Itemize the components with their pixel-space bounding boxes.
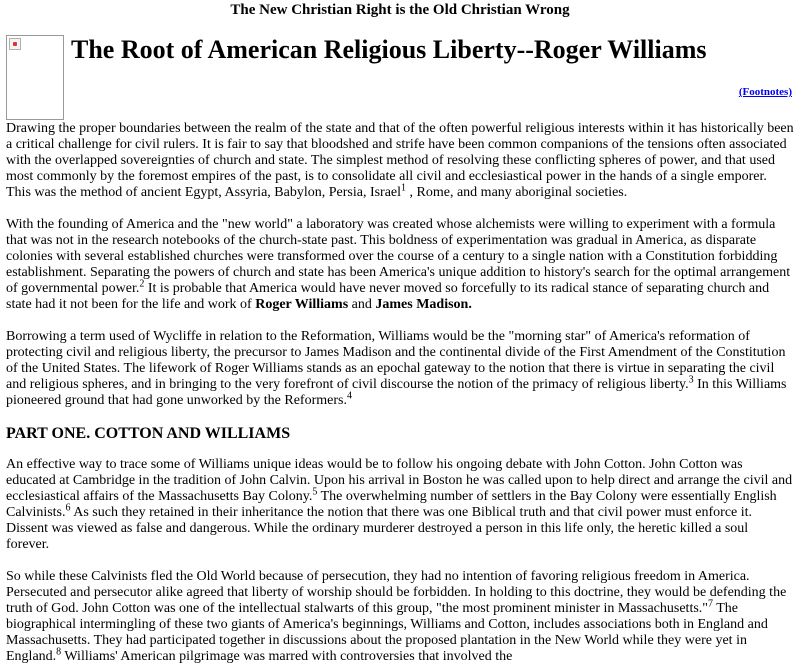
footnote-ref-7: 7 [708, 598, 713, 610]
text: Borrowing a term used of Wycliffe in relation to the Reformation, Williams would be the "morning star" of America's reformation of protecting civil and religious liberty, the precursor to James Madison and the continental divide of the First Amendment of the Constitution of the United States. The lifework of Roger Williams stands as an epochal gateway to the notion that there is virtue in separating the civil and religious spheres, and in bringing to the very forefront of civil discourse the notion of the primacy of religious liberty. [6, 329, 786, 392]
footnotes-link-container [739, 84, 792, 100]
paragraph-5 [6, 569, 794, 665]
text: Drawing the proper boundaries between the realm of the state and that of the often powerful religious interests within it has historically been a critical challenge for civil rulers. It is fair to say that bloodshed and strife have been common companions of the tensions often associated with the overlapped sovereignties of church and state. The simplest method of resolving these conflicting spheres of power, and that used most commonly by the foremost empires of the past, is to consolidate all civil and ecclesiastical power in the hands of a single emporer. This was the method of ancient Egypt, Assyria, Babylon, Persia, Israel [6, 121, 794, 200]
text: With the founding of America and the "new world" a laboratory was created whose alchemists were willing to experiment with a formula that was not in the research notebooks of the church-state past. This boldness of experimentation was gradual in America, as disparate colonies with several established churches were transformed over the course of a century to a single nation with a Constitution forbidding establishment. Separating the powers of church and state has been America's unique addition to history's search for the optimal arrangement of governmental power. [6, 217, 791, 296]
footnote-ref-4: 4 [346, 390, 352, 402]
footnote-ref-3: 3 [688, 374, 694, 386]
text: Williams' American pilgrimage was marred with controversies that involved the [61, 649, 513, 664]
text: The overwhelming number of settlers in the Bay Colony were essentially English Calvinists. [6, 489, 777, 520]
text: As such they retained in their inheritance the notion that there was one Biblical truth and that civil power must enforce it. Dissent was viewed as false and dangerous. While the ordinary murderer destroyed a person in this life only, the heretic killed a soul forever. [6, 505, 753, 552]
page-title: The Root of American Religious Liberty--Roger Williams [71, 35, 707, 64]
footnote-ref-1: 1 [401, 182, 407, 194]
text: , Rome, and many aboriginal societies. [406, 185, 628, 200]
text: In this Williams pioneered ground that had gone unworked by the Reformers. [6, 377, 787, 408]
paragraph-3 [6, 329, 794, 409]
broken-image-icon [6, 35, 64, 120]
paragraph-1 [6, 121, 794, 201]
text: An effective way to trace some of Williams unique ideas would be to follow his ongoing debate with John Cotton. John Cotton was educated at Cambridge in the tradition of John Calvin. Upon his arrival in Boston he was called upon to help direct and arrange the civil and ecclesiastical affairs of the Massachusetts Bay Colony. [6, 457, 793, 504]
site-title: The New Christian Right is the Old Christian Wrong [230, 2, 570, 18]
footnotes-link[interactable]: (Footnotes) [738, 86, 792, 98]
text: It is probable that America would have never moved so forcefully to its radical stance of separating church and state had it not been for the life and work of [6, 281, 770, 312]
bold-james-madison: James Madison. [375, 297, 472, 312]
text: and [348, 297, 376, 312]
footnote-ref-2: 2 [139, 278, 145, 290]
text: So while these Calvinists fled the Old World because of persecution, they had no intention of favoring religious freedom in America. Persecuted and persecutor alike agreed that liberty of worship should be forbidden. In holding to this doctrine, they would be defending the truth of God. John Cotton was one of the intellectual stalwarts of this group, "the most prominent minister in Massachusetts." [6, 569, 787, 616]
paragraph-4 [6, 457, 794, 553]
text: The biographical intermingling of these two giants of America's beginnings, Williams and Cotton, includes associations both in England and Massachusetts. They had participated together in discussions about the proposed plantation in the New World while they were yet in England. [6, 601, 768, 664]
paragraph-2 [6, 217, 794, 313]
article-header [6, 35, 794, 121]
section-heading: PART ONE. COTTON AND WILLIAMS [6, 425, 291, 442]
bold-roger-williams: Roger Williams [255, 297, 349, 312]
footnote-ref-5: 5 [312, 486, 318, 498]
footnote-ref-8: 8 [56, 646, 62, 658]
footnote-ref-6: 6 [65, 502, 71, 514]
